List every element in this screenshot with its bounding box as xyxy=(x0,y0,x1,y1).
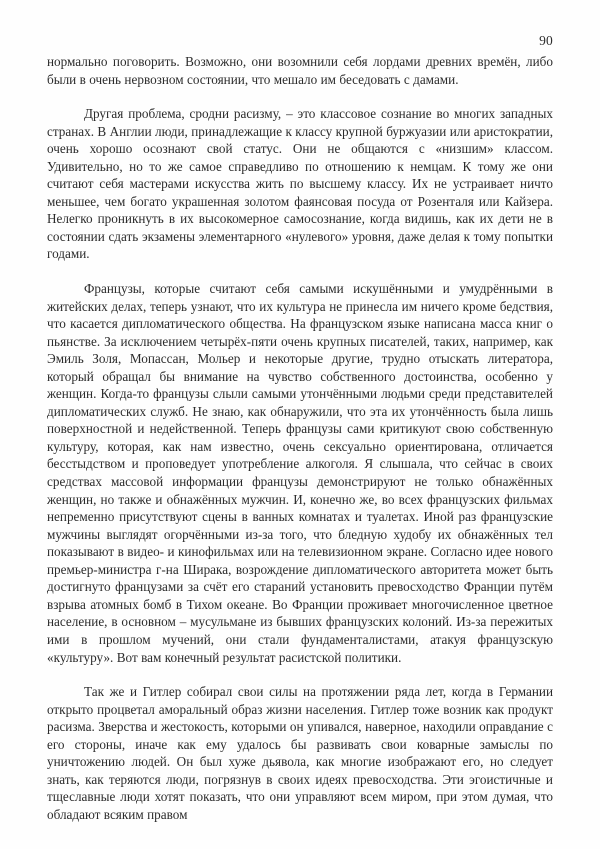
paragraph-french: Французы, которые считают себя самыми искушёнными и умудрёнными в житейских делах, теперь узнают, что их культура не принесла им ничего кроме бедствия, что касается дипломатического общества. На французском языке написана масса книг о пьянстве. За исключением четырёх-пяти очень крупных писателей, таких, например, как Эмиль Золя, Мопассан, Мольер и некоторые другие, трудно отыскать литератора, который обращал бы внимание на чувство собственного достоинства, особенно у женщин. Когда-то французы слыли самыми утончёнными людьми среди представителей дипломатических служб. Не знаю, как обнаружили, что эта их утончённость была лишь поверхностной и недейственной. Теперь французы сами критикуют свою собственную культуру, которая, как нам известно, очень сексуально ориентирована, отличается бесстыдством и проповедует употребление алкоголя. Я слышала, что сейчас в своих средствах массовой информации французы демонстрируют не только обнажённых женщин, но также и обнажённых мужчин. И, конечно же, во всех французских фильмах непременно присутствуют сцены в ванных комнатах и туалетах. Иной раз французские мужчины выглядят огорчёнными из-за того, что бледную худобу их обнажённых тел показывают в видео- и кинофильмах или на телевизионном экране. Согласно идее нового премьер-министра г-на Ширака, возрождение дипломатического авторитета может быть достигнуто французами за счёт его стараний установить превосходство Франции путём взрыва атомных бомб в Тихом океане. Во Франции проживает многочисленное цветное население, в основном – мусульмане из бывших французских колоний. Из-за пережитых ими в прошлом мучений, они стали фундаменталистами, атакуя французскую «культуру». Вот вам конечный результат расистской политики. xyxy=(47,281,553,665)
paragraph-lords: нормально поговорить. Возможно, они возомнили себя лордами древних времён, либо были в очень нервозном состоянии, что мешало им беседовать с дамами. xyxy=(47,54,553,87)
paragraph-hitler: Так же и Гитлер собирал свои силы на протяжении ряда лет, когда в Германии открыто процветал аморальный образ жизни населения. Гитлер тоже возник как продукт расизма. Зверства и жестокость, которыми он упивался, наверное, находили оправдание с его стороны, иначе как ему удалось бы развивать свои коварные замыслы по уничтожению людей. Он был хуже дьявола, как многие изображают его, но следует знать, как теряются люди, погрязнув в своих идеях превосходства. Эти эгоистичные и тщеславные люди хотят показать, что они управляют всем миром, при этом думая, что обладают всяким правом xyxy=(47,684,553,822)
page-number: 90 xyxy=(539,33,553,48)
page-text-body xyxy=(47,53,553,823)
paragraph-class-consciousness: Другая проблема, сродни расизму, – это классовое сознание во многих западных странах. В Англии люди, принадлежащие к классу крупной буржуазии или аристократии, очень хорошо осознают свой статус. Они не общаются с «низшим» классом. Удивительно, но то же самое справедливо по отношению к немцам. К тому же они считают себя мастерами искусства жить по высшему классу. Их не устраивает ничто меньшее, чем богато украшенная золотом фаянсовая посуда от Розенталя или Кайзера. Нелегко проникнуть в их высокомерное самосознание, когда видишь, как их дети не в состоянии сдать экзамены элементарного «нулевого» уровня, даже делая к тому попытки годами. xyxy=(47,106,554,262)
